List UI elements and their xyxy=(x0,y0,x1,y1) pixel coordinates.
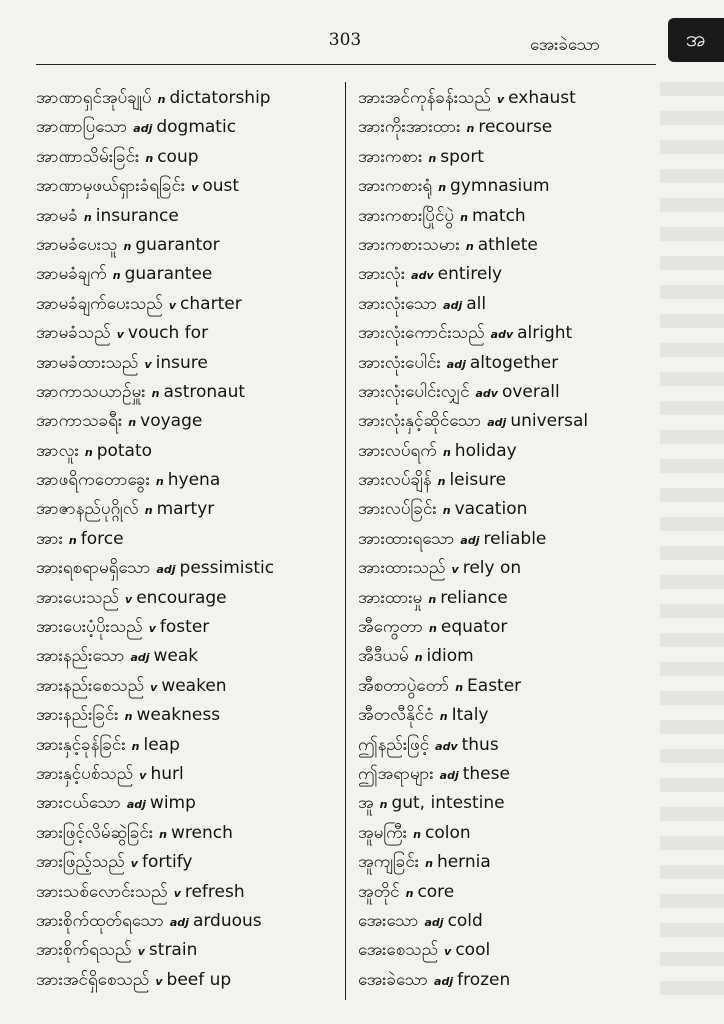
dictionary-entry xyxy=(36,378,336,407)
right-column xyxy=(358,84,658,995)
headword: အားထားရသော xyxy=(358,528,455,549)
dictionary-entry xyxy=(358,172,658,201)
part-of-speech: adj xyxy=(460,533,480,547)
part-of-speech: adv xyxy=(435,739,458,753)
dictionary-entry xyxy=(36,613,336,642)
dictionary-entry xyxy=(358,966,658,995)
headword: အားကစားသမား xyxy=(358,234,460,255)
english-gloss: beef up xyxy=(166,969,232,990)
english-gloss: insure xyxy=(155,352,208,373)
part-of-speech: v xyxy=(139,768,147,782)
headword: အားနှင့်ခုန်ခြင်း xyxy=(36,734,126,755)
english-gloss: vacation xyxy=(454,499,528,520)
headword: အားလပ်ချိန် xyxy=(358,470,432,491)
part-of-speech: n xyxy=(465,239,474,253)
english-gloss: martyr xyxy=(156,499,215,520)
part-of-speech: n xyxy=(439,710,448,724)
headword: အူကျခြင်း xyxy=(358,852,420,873)
english-gloss: idiom xyxy=(426,646,474,667)
english-gloss: exhaust xyxy=(508,88,576,108)
headword: အားကစား xyxy=(358,146,423,167)
part-of-speech: n xyxy=(155,475,164,489)
part-of-speech: n xyxy=(429,622,437,636)
part-of-speech: n xyxy=(442,445,451,459)
english-gloss: Italy xyxy=(451,705,489,726)
dictionary-entry xyxy=(36,907,336,936)
part-of-speech: adj xyxy=(126,798,146,812)
dictionary-entry xyxy=(358,613,658,642)
dictionary-entry xyxy=(358,848,658,877)
dictionary-entry xyxy=(36,84,336,113)
part-of-speech: n xyxy=(425,857,433,871)
dictionary-entry xyxy=(36,466,336,495)
dictionary-entry xyxy=(36,407,336,436)
part-of-speech: n xyxy=(414,651,423,665)
english-gloss: match xyxy=(471,205,526,226)
english-gloss: reliance xyxy=(440,587,508,608)
headword: အားနှင့်ပစ်သည် xyxy=(36,763,134,784)
headword: အာဇာနည်ပုဂ္ဂိုလ် xyxy=(36,499,139,520)
dictionary-entry xyxy=(358,760,658,789)
english-gloss: recourse xyxy=(478,117,553,138)
dictionary-entry xyxy=(36,878,336,907)
part-of-speech: v xyxy=(130,857,138,871)
dictionary-entry xyxy=(36,584,336,613)
english-gloss: encourage xyxy=(136,587,227,608)
headword: အားလပ်ရက် xyxy=(358,440,437,461)
headword: အားလုံးသော xyxy=(358,293,438,314)
english-gloss: charter xyxy=(180,293,242,314)
english-gloss: potato xyxy=(96,440,153,461)
part-of-speech: n xyxy=(145,151,154,165)
dictionary-entry xyxy=(358,84,658,113)
dictionary-entry xyxy=(36,113,336,142)
headword: အားစိုက်ထုတ်ရသော xyxy=(36,910,164,931)
part-of-speech: v xyxy=(168,298,177,312)
part-of-speech: adj xyxy=(443,298,463,312)
headword: အားနည်းခြင်း xyxy=(36,705,119,726)
headword: အားပေးသည် xyxy=(36,587,120,608)
headword: အေးစေသည် xyxy=(358,940,439,961)
thumb-index-tab: အ xyxy=(668,18,724,62)
dictionary-entry xyxy=(358,554,658,583)
dictionary-entry xyxy=(36,143,336,172)
part-of-speech: adj xyxy=(424,915,444,929)
english-gloss: coup xyxy=(157,146,199,167)
headword: အာဏာမှဖယ်ရှားခံရခြင်း xyxy=(36,176,186,197)
headword: အီဒီယမ် xyxy=(358,646,409,667)
english-gloss: refresh xyxy=(184,881,245,902)
part-of-speech: adj xyxy=(130,651,150,665)
headword: အားလုံးပေါင်းလျှင် xyxy=(358,381,470,402)
part-of-speech: n xyxy=(159,827,168,841)
dictionary-entry xyxy=(358,642,658,671)
english-gloss: weakness xyxy=(136,705,221,726)
dictionary-entry xyxy=(358,584,658,613)
english-gloss: wrench xyxy=(171,822,233,843)
english-gloss: sport xyxy=(440,146,484,167)
part-of-speech: n xyxy=(428,592,437,606)
part-of-speech: n xyxy=(413,827,421,841)
english-gloss: Easter xyxy=(467,675,522,696)
headword: အားလုံးကောင်းသည် xyxy=(358,323,485,344)
english-gloss: leap xyxy=(143,734,180,755)
part-of-speech: n xyxy=(460,210,468,224)
part-of-speech: n xyxy=(151,386,160,400)
english-gloss: entirely xyxy=(437,264,503,285)
headword: အူမကြီး xyxy=(358,822,408,843)
headword: ဤအရာများ xyxy=(358,763,434,784)
english-gloss: insurance xyxy=(95,205,179,226)
headword: အာဖရိကတောခွေး xyxy=(36,470,150,491)
english-gloss: leisure xyxy=(449,470,507,491)
part-of-speech: adj xyxy=(156,563,176,577)
dictionary-entry xyxy=(358,378,658,407)
part-of-speech: v xyxy=(444,945,452,959)
part-of-speech: adj xyxy=(487,416,507,430)
part-of-speech: adj xyxy=(169,915,189,929)
english-gloss: guarantee xyxy=(124,264,213,285)
english-gloss: frozen xyxy=(457,969,511,990)
dictionary-entry xyxy=(358,789,658,818)
english-gloss: arduous xyxy=(192,910,262,931)
headword: အားကိုးအားထား xyxy=(358,117,461,138)
part-of-speech: n xyxy=(84,445,93,459)
running-head: အေးခဲသော xyxy=(530,35,601,55)
english-gloss: overall xyxy=(501,381,560,402)
dictionary-entry xyxy=(358,466,658,495)
dictionary-entry xyxy=(36,437,336,466)
part-of-speech: n xyxy=(124,710,133,724)
part-of-speech: n xyxy=(144,504,153,518)
english-gloss: hernia xyxy=(436,852,491,873)
part-of-speech: n xyxy=(123,239,132,253)
english-gloss: cold xyxy=(447,910,483,931)
part-of-speech: adj xyxy=(446,357,466,371)
headword: အားလုံး xyxy=(358,264,406,285)
part-of-speech: v xyxy=(116,328,124,342)
dictionary-entry xyxy=(36,202,336,231)
part-of-speech: n xyxy=(157,93,166,106)
dictionary-entry xyxy=(358,290,658,319)
headword: အားဖြင့်လိမ်ဆွဲခြင်း xyxy=(36,822,154,843)
part-of-speech: n xyxy=(112,269,121,283)
part-of-speech: v xyxy=(155,974,163,988)
headword: အားထားသည် xyxy=(358,558,446,579)
dictionary-entry xyxy=(358,819,658,848)
english-gloss: voyage xyxy=(140,411,203,432)
english-gloss: holiday xyxy=(454,440,517,461)
dictionary-entry xyxy=(36,554,336,583)
dictionary-entry xyxy=(358,143,658,172)
part-of-speech: adv xyxy=(490,328,514,342)
dictionary-entry xyxy=(36,495,336,524)
headword: အားထားမှု xyxy=(358,587,423,608)
headword: အားအင်ကုန်ခန်းသည် xyxy=(358,88,491,108)
dictionary-entry xyxy=(36,789,336,818)
dictionary-entry xyxy=(36,672,336,701)
english-gloss: weak xyxy=(153,646,199,667)
headword: အားစိုက်ရသည် xyxy=(36,940,132,961)
english-gloss: force xyxy=(80,528,124,549)
dictionary-entry xyxy=(358,701,658,730)
english-gloss: vouch for xyxy=(127,323,209,344)
headword: အားကစားရုံ xyxy=(358,176,433,197)
english-gloss: hurl xyxy=(150,763,184,784)
part-of-speech: n xyxy=(68,533,77,547)
headword: အားအင်ရှိစေသည် xyxy=(36,969,150,990)
dictionary-entry xyxy=(36,731,336,760)
headword: အားငယ်သော xyxy=(36,793,121,814)
headword: အားလုံးပေါင်း xyxy=(358,352,441,373)
part-of-speech: adv xyxy=(475,386,498,400)
headword: အီတလီနိုင်ငံ xyxy=(358,705,434,726)
headword: အီစတာပွဲတော် xyxy=(358,675,450,696)
part-of-speech: n xyxy=(379,798,388,812)
dictionary-entry xyxy=(358,907,658,936)
headword: အား xyxy=(36,528,63,549)
headword: အာဏာပြသော xyxy=(36,117,128,138)
headword: အာကာသယာဉ်မှူး xyxy=(36,381,146,402)
headword: အာမခံချက် xyxy=(36,264,107,285)
headword: အေးသော xyxy=(358,910,419,931)
part-of-speech: n xyxy=(128,416,137,430)
headword: အားပေးပံ့ပိုးသည် xyxy=(36,617,143,638)
part-of-speech: n xyxy=(455,680,464,694)
headword: အာကာသခရီး xyxy=(36,411,123,432)
english-gloss: cool xyxy=(455,940,491,961)
dictionary-entry xyxy=(358,672,658,701)
headword: အာဏာရှင်အုပ်ချုပ် xyxy=(36,88,152,108)
english-gloss: dogmatic xyxy=(156,117,237,138)
english-gloss: foster xyxy=(159,617,210,638)
english-gloss: thus xyxy=(461,734,499,755)
english-gloss: rely on xyxy=(462,558,522,579)
dictionary-entry xyxy=(358,437,658,466)
english-gloss: universal xyxy=(510,411,589,432)
headword: အားသစ်လောင်းသည် xyxy=(36,881,168,902)
dictionary-entry xyxy=(36,290,336,319)
english-gloss: gut, intestine xyxy=(391,793,505,814)
dictionary-entry xyxy=(358,936,658,965)
dictionary-entry xyxy=(358,319,658,348)
dictionary-entry xyxy=(358,202,658,231)
headword: အာလူး xyxy=(36,440,79,461)
headword: အားနည်းသော xyxy=(36,646,125,667)
headword: အာမခံထားသည် xyxy=(36,352,139,373)
part-of-speech: v xyxy=(451,563,459,577)
part-of-speech: v xyxy=(191,181,199,195)
english-gloss: wimp xyxy=(149,793,196,814)
dictionary-entry xyxy=(358,878,658,907)
part-of-speech: n xyxy=(438,181,447,195)
part-of-speech: n xyxy=(405,886,414,900)
english-gloss: pessimistic xyxy=(179,558,275,579)
headword: ဤနည်းဖြင့် xyxy=(358,734,430,755)
headword: အာမခံ xyxy=(36,205,78,226)
part-of-speech: v xyxy=(125,592,133,606)
part-of-speech: v xyxy=(144,357,152,371)
headword: အားကစားပြိုင်ပွဲ xyxy=(358,205,455,226)
headword: အေးခဲသော xyxy=(358,969,429,990)
dictionary-entry xyxy=(358,113,658,142)
english-gloss: weaken xyxy=(161,675,227,696)
english-gloss: reliable xyxy=(483,528,547,549)
part-of-speech: n xyxy=(442,504,451,518)
part-of-speech: v xyxy=(137,945,145,959)
headword: အားနည်းစေသည် xyxy=(36,675,145,696)
headword: အားရစရာမရှိသော xyxy=(36,558,151,579)
english-gloss: fortify xyxy=(141,852,193,873)
english-gloss: guarantor xyxy=(135,234,220,255)
dictionary-entry xyxy=(358,349,658,378)
part-of-speech: n xyxy=(466,122,475,136)
headword: အာဏာသိမ်းခြင်း xyxy=(36,146,140,167)
english-gloss: gymnasium xyxy=(450,176,550,197)
dictionary-entry xyxy=(358,495,658,524)
part-of-speech: adj xyxy=(434,974,454,988)
part-of-speech: v xyxy=(173,886,181,900)
english-gloss: all xyxy=(466,293,487,314)
english-gloss: these xyxy=(462,763,510,784)
part-of-speech: adj xyxy=(133,122,153,136)
english-gloss: altogether xyxy=(469,352,559,373)
dictionary-entry xyxy=(36,349,336,378)
part-of-speech: n xyxy=(428,151,437,165)
dictionary-entry xyxy=(36,760,336,789)
dictionary-entry xyxy=(36,642,336,671)
dictionary-entry xyxy=(36,319,336,348)
part-of-speech: v xyxy=(150,680,158,694)
english-gloss: core xyxy=(417,881,455,902)
dictionary-entry xyxy=(358,731,658,760)
dictionary-entry xyxy=(36,701,336,730)
headword: အားဖြည့်သည် xyxy=(36,852,125,873)
left-column xyxy=(36,84,336,995)
dictionary-entry xyxy=(36,260,336,289)
part-of-speech: v xyxy=(148,622,156,636)
dictionary-entry xyxy=(36,848,336,877)
headword: အူ xyxy=(358,793,374,814)
english-gloss: equator xyxy=(440,617,508,638)
dictionary-entry xyxy=(36,936,336,965)
english-gloss: alright xyxy=(517,323,573,344)
dictionary-entry xyxy=(36,172,336,201)
dictionary-entry xyxy=(36,966,336,995)
english-gloss: astronaut xyxy=(163,381,246,402)
headword: အားလုံးနှင့်ဆိုင်သော xyxy=(358,411,482,432)
dictionary-entry xyxy=(358,407,658,436)
english-gloss: oust xyxy=(202,176,240,197)
dictionary-entry xyxy=(36,231,336,260)
column-divider xyxy=(345,82,346,1000)
headword: အာမခံသည် xyxy=(36,323,111,344)
headword: အားလပ်ခြင်း xyxy=(358,499,437,520)
part-of-speech: n xyxy=(83,210,92,224)
dictionary-entry xyxy=(36,525,336,554)
english-gloss: dictatorship xyxy=(169,88,271,108)
headword: အာမခံချက်ပေးသည် xyxy=(36,293,163,314)
part-of-speech: v xyxy=(496,93,505,106)
header-rule xyxy=(36,64,656,65)
headword: အူတိုင် xyxy=(358,881,400,902)
headword: အာမခံပေးသူ xyxy=(36,234,118,255)
part-of-speech: n xyxy=(131,739,140,753)
dictionary-entry xyxy=(358,231,658,260)
page-number: 303 xyxy=(328,30,362,50)
part-of-speech: n xyxy=(437,475,446,489)
dictionary-entry xyxy=(358,260,658,289)
part-of-speech: adv xyxy=(411,269,434,283)
english-gloss: hyena xyxy=(167,470,221,491)
english-gloss: strain xyxy=(148,940,198,961)
facing-page-bleed xyxy=(660,82,724,1002)
dictionary-entry xyxy=(358,525,658,554)
part-of-speech: adj xyxy=(439,768,459,782)
headword: အီကွေတာ xyxy=(358,617,424,638)
dictionary-entry xyxy=(36,819,336,848)
english-gloss: athlete xyxy=(477,234,538,255)
english-gloss: colon xyxy=(424,822,471,843)
